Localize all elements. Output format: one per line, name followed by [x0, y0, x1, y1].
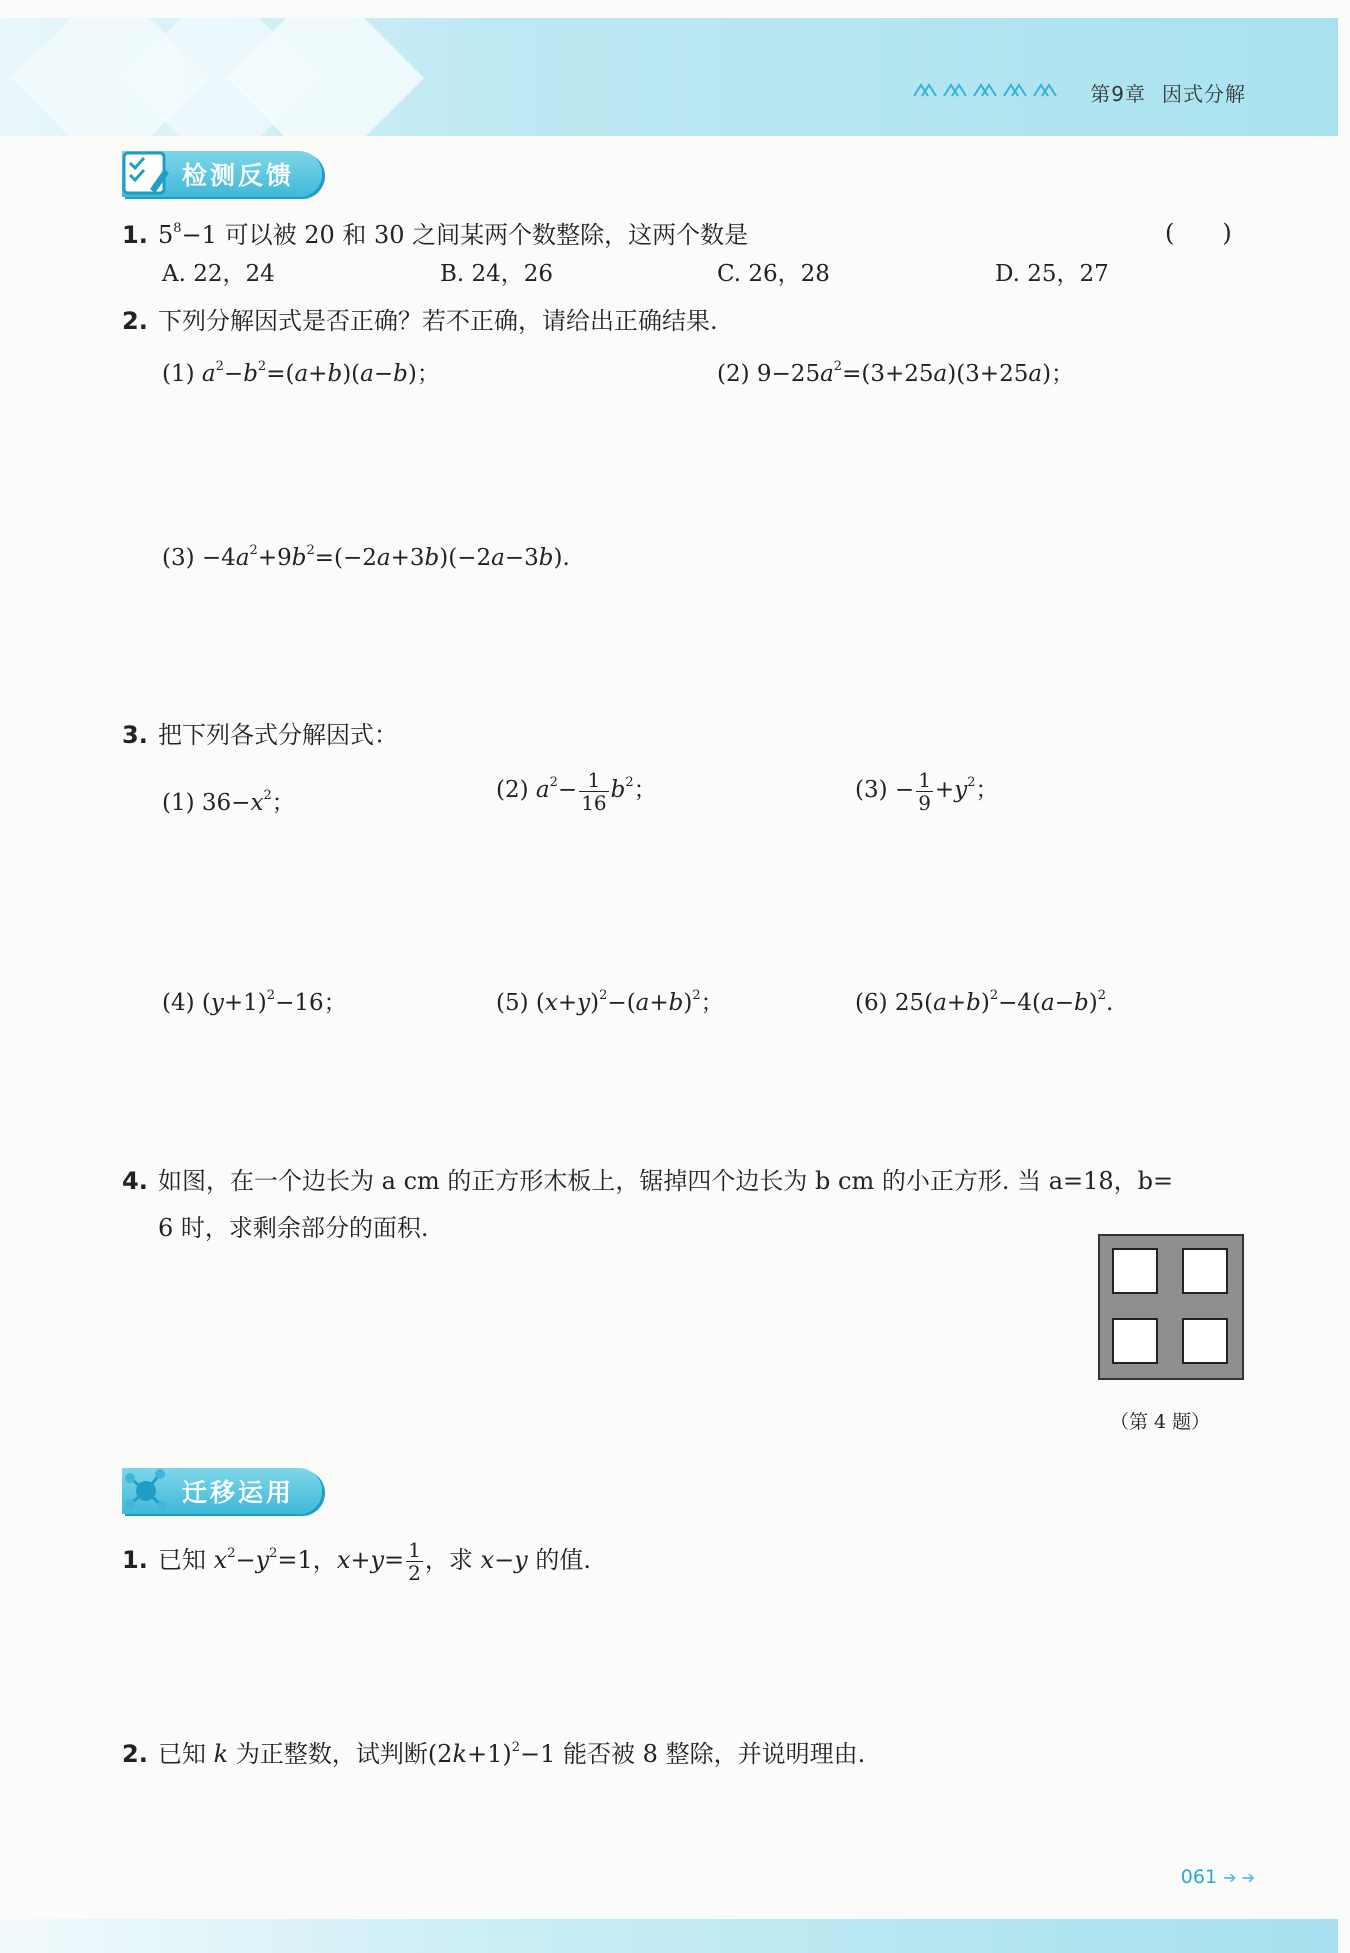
q3-item-3: (3) − $\frac{1}{9}$ $+y^2$； — [855, 767, 999, 815]
item-label: (3) — [162, 545, 195, 571]
question-number: 2. — [122, 307, 148, 335]
checklist-icon — [122, 151, 172, 197]
cut-square — [1112, 1248, 1158, 1294]
question-4 — [122, 1165, 1173, 1197]
item-label: (1) — [162, 361, 195, 387]
page-number-value: 061 — [1180, 1866, 1218, 1888]
question-number: 2. — [122, 1740, 148, 1768]
q2-item-3: $(3) -4a^2+9b^2=(-2a+3b)(-2a-3b)$. — [162, 543, 570, 571]
chapter-heading — [1090, 78, 1246, 107]
question-text-line-1: 如图，在一个边长为 a cm 的正方形木板上，锯掉四个边长为 b cm 的小正方形. 当 a=18，b= — [158, 1167, 1174, 1195]
q2-item-1: (1) $a^2-b^2=(a+b)(a-b)$； — [162, 359, 440, 387]
question-number: 3. — [122, 721, 148, 749]
item-label: (1) — [162, 790, 195, 816]
question-text: 下列分解因式是否正确？若不正确，请给出正确结果. — [158, 307, 718, 335]
fraction: $\frac{1}{2}$ — [408, 1538, 421, 1585]
base: 5 — [158, 221, 174, 249]
question-text-line-2: 6 时，求剩余部分的面积. — [158, 1214, 429, 1242]
chapter-title: 因式分解 — [1162, 82, 1246, 106]
item-label: (6) — [855, 990, 888, 1016]
item-label: (4) — [162, 990, 195, 1016]
q3-item-2: (2) $a^2-$ $\frac{1}{16}$ $b^2$； — [496, 767, 657, 815]
q2-item-2: (2) $9-25a^2=(3+25a)(3+25a)$； — [717, 359, 1075, 387]
question-number: 1. — [122, 221, 148, 249]
cut-square — [1182, 1318, 1228, 1364]
molecule-icon — [122, 1468, 172, 1514]
question-3 — [122, 719, 398, 751]
item-label: (5) — [496, 990, 529, 1016]
section-badge-check — [122, 149, 322, 199]
minus-one: −1 — [181, 221, 225, 249]
cut-square — [1112, 1318, 1158, 1364]
arrow-right-icon: ➔ ➔ — [1223, 1868, 1255, 1887]
q3-item-6: (6) $25(a+b)^2-4(a-b)^2$. — [855, 988, 1114, 1016]
item-label: (3) — [855, 777, 888, 803]
question-1 — [122, 213, 748, 251]
option-c: C. 26，28 — [717, 261, 830, 287]
chapter-number: 第9章 — [1090, 82, 1146, 106]
fraction: $\frac{1}{9}$ — [918, 767, 931, 815]
answer-bracket: ( ) — [1165, 219, 1232, 247]
question-2 — [122, 305, 718, 337]
section-badge-transfer — [122, 1466, 322, 1516]
footer-band — [0, 1919, 1338, 1953]
transfer-question-1: 1. 已知 $x^2-y^2=1$，x+y= $\frac{1}{2}$ ，求 x−y 的值. — [122, 1538, 591, 1585]
question-number: 1. — [122, 1546, 148, 1574]
question-number: 4. — [122, 1167, 148, 1195]
q3-item-5: (5) $(x+y)^2-(a+b)^2$； — [496, 988, 724, 1016]
section-title: 迁移运用 — [122, 1468, 322, 1514]
fraction: $\frac{1}{16}$ — [581, 767, 607, 815]
header-band — [0, 18, 1338, 136]
figure-caption: （第 4 题） — [1110, 1411, 1211, 1433]
exponent: 8 — [173, 221, 182, 236]
item-label: (2) — [717, 361, 750, 387]
q3-item-4: (4) $(y+1)^2-16$； — [162, 988, 347, 1016]
triangle-pattern-icon — [912, 82, 1062, 98]
square-board-figure — [1098, 1234, 1244, 1380]
option-d: D. 25，27 — [995, 261, 1109, 287]
option-a: A. 22，24 — [162, 261, 275, 287]
option-b: B. 24，26 — [440, 261, 554, 287]
q3-item-1: (1) $36-x^2$； — [162, 788, 295, 816]
cut-square — [1182, 1248, 1228, 1294]
question-text: 把下列各式分解因式： — [158, 721, 398, 749]
item-label: (2) — [496, 777, 529, 803]
section-title: 检测反馈 — [122, 151, 322, 197]
page-number — [1181, 1866, 1255, 1888]
transfer-question-2: 2. 已知 k 为正整数，试判断$(2k+1)^2-1$ 能否被 8 整除，并说明理由. — [122, 1740, 866, 1768]
question-text: 可以被 20 和 30 之间某两个数整除，这两个数是 — [224, 221, 749, 249]
